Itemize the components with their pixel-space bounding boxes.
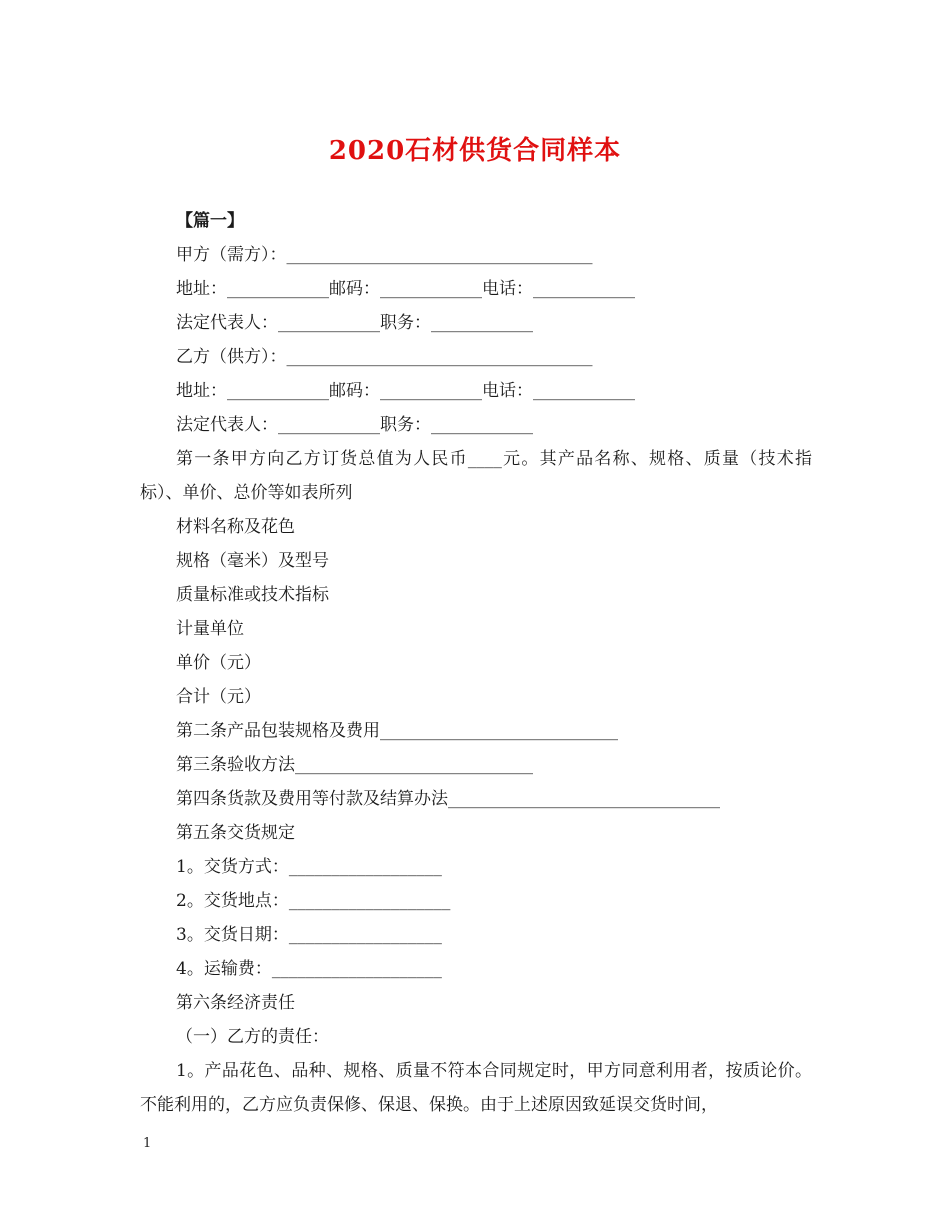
article-one-paragraph: 第一条甲方向乙方订货总值为人民币____元。其产品名称、规格、质量（技术指标）、单价、总价等如表所列 — [140, 449, 812, 503]
article-six-heading: 第六条经济责任 — [176, 993, 295, 1013]
table-field-total: 合计（元） — [176, 687, 261, 707]
article-two-line: 第二条产品包装规格及费用____________________________ — [176, 721, 618, 741]
party-b-address-line: 地址：____________邮码：____________电话：____________ — [176, 381, 635, 401]
document-title: 2020石材供货合同样本 — [328, 136, 622, 166]
article-five-heading: 第五条交货规定 — [176, 823, 295, 843]
table-field-spec: 规格（毫米）及型号 — [176, 551, 329, 571]
shipping-fee-line: 4。运输费：____________________ — [176, 959, 442, 979]
party-b-line: 乙方（供方）：____________________________________ — [176, 347, 593, 367]
delivery-date-line: 3。交货日期：__________________ — [176, 925, 442, 945]
article-three-line: 第三条验收方法____________________________ — [176, 755, 533, 775]
page-number: 1 — [143, 1136, 152, 1151]
party-a-line: 甲方（需方）：____________________________________ — [176, 245, 593, 265]
table-field-material-name: 材料名称及花色 — [176, 517, 295, 537]
table-field-quality: 质量标准或技术指标 — [176, 585, 329, 605]
document-body — [140, 204, 812, 1122]
delivery-location-line: 2。交货地点：___________________ — [176, 891, 451, 911]
section-heading: 【篇一】 — [176, 211, 244, 231]
table-field-unit-price: 单价（元） — [176, 653, 261, 673]
party-b-representative-line: 法定代表人：____________职务：____________ — [176, 415, 533, 435]
article-four-line: 第四条货款及费用等付款及结算办法________________________________ — [176, 789, 720, 809]
table-field-unit: 计量单位 — [176, 619, 244, 639]
delivery-method-line: 1。交货方式：__________________ — [176, 857, 442, 877]
responsibility-paragraph-1: 1。产品花色、品种、规格、质量不符本合同规定时，甲方同意利用者，按质论价。不能利用的，乙方应负责保修、保退、保换。由于上述原因致延误交货时间， — [140, 1061, 812, 1115]
party-a-address-line: 地址：____________邮码：____________电话：____________ — [176, 279, 635, 299]
party-a-representative-line: 法定代表人：____________职务：____________ — [176, 313, 533, 333]
party-b-responsibility-heading: （一）乙方的责任： — [176, 1027, 329, 1047]
